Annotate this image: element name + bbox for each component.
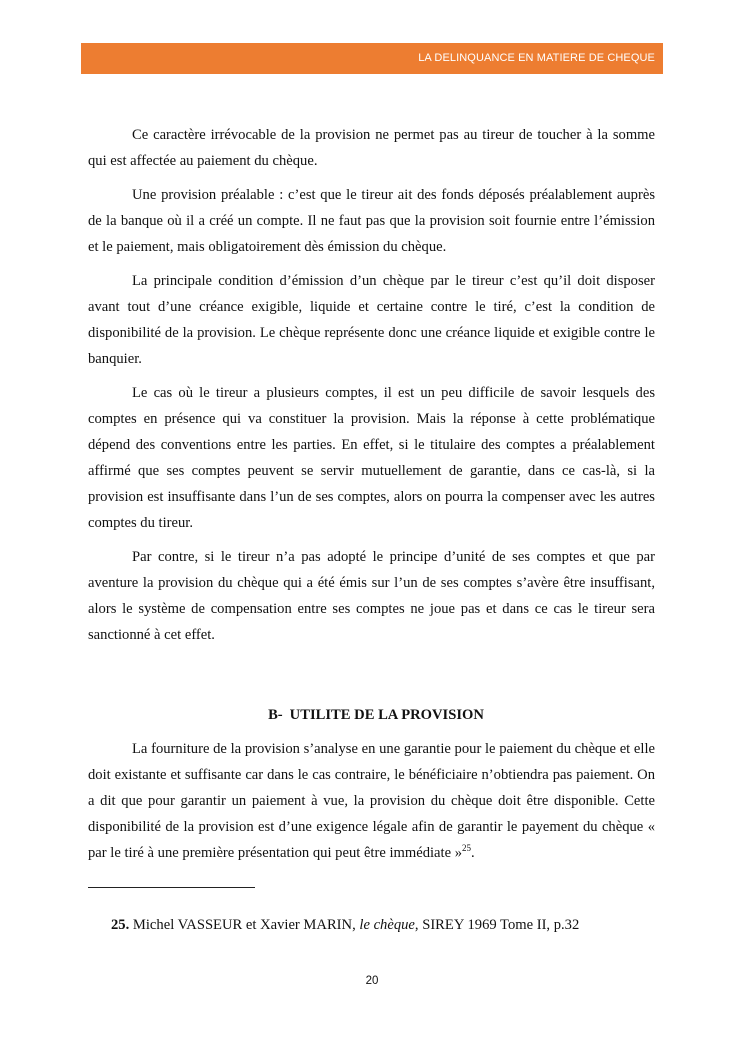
footnote-publication: , SIREY 1969 Tome II, p.32 [414,917,580,933]
footnote-authors: Michel VASSEUR et Xavier MARIN, [132,917,356,933]
paragraph-6 [88,736,655,866]
page-number: 20 [365,975,379,987]
paragraph-6-end: . [471,845,475,861]
running-header [81,43,663,74]
section-title-text: UTILITE DE LA PROVISION [289,707,484,723]
paragraph-4: Le cas où le tireur a plusieurs comptes, il est un peu difficile de savoir lesquels des comptes en présence qui va constituer la provision. Mais la réponse à cette problématique dépend des conventions entre les parties. En effet, si le titulaire des comptes a préalablement affirmé que ses comptes peuvent se servir mutuellement de garantie, dans ce cas-là, si la provision est insuffisante dans l’un de ses comptes, alors on pourra la compenser avec les autres comptes du tireur. [88,385,655,531]
paragraph-5: Par contre, si le tireur n’a pas adopté le principe d’unité de ses comptes et que par aventure la provision du chèque qui a été émis sur l’un de ses comptes s’avère être insuffisant, alors le système de compensation entre ses comptes ne joue pas et dans ce cas le tireur sera sanctionné à cet effet. [88,549,655,643]
header-title: LA DELINQUANCE EN MATIERE DE CHEQUE [418,52,655,64]
footnote-divider [88,887,255,888]
footnote-number: 25. [111,917,130,933]
paragraph-3: La principale condition d’émission d’un chèque par le tireur c’est qu’il doit disposer avant tout d’une créance exigible, liquide et certaine contre le tiré, c’est la condition de disponibilité de la provision. Le chèque représente donc une créance liquide et exigible contre le banquier. [88,273,655,367]
paragraph-1: Ce caractère irrévocable de la provision ne permet pas au tireur de toucher à la somme qui est affectée au paiement du chèque. [88,127,655,169]
section-marker: B- [268,707,283,723]
footnote-work-title: le chèque [359,917,415,933]
paragraph-6-text: La fourniture de la provision s’analyse en une garantie pour le paiement du chèque et elle doit existante et suffisante car dans le cas contraire, le bénéficiaire n’obtiendra pas paiement. On a dit que pour garantir un paiement à vue, la provision du chèque doit être disponible. Cette disponibilité de la provision est d’une exigence légale afin de garantir le payement du chèque « par le tiré à une première présentation qui peut être immédiate » [88,741,655,861]
paragraph-2: Une provision préalable : c’est que le tireur ait des fonds déposés préalablement auprès de la banque où il a créé un compte. Il ne faut pas que la provision soit fournie entre l’émission et le paiement, mais obligatoirement dès émission du chèque. [88,187,655,255]
main-text [88,122,655,656]
section-text [88,736,655,866]
footnote-reference[interactable]: 25 [462,843,472,853]
footnote [111,915,579,935]
section-heading [88,706,664,724]
